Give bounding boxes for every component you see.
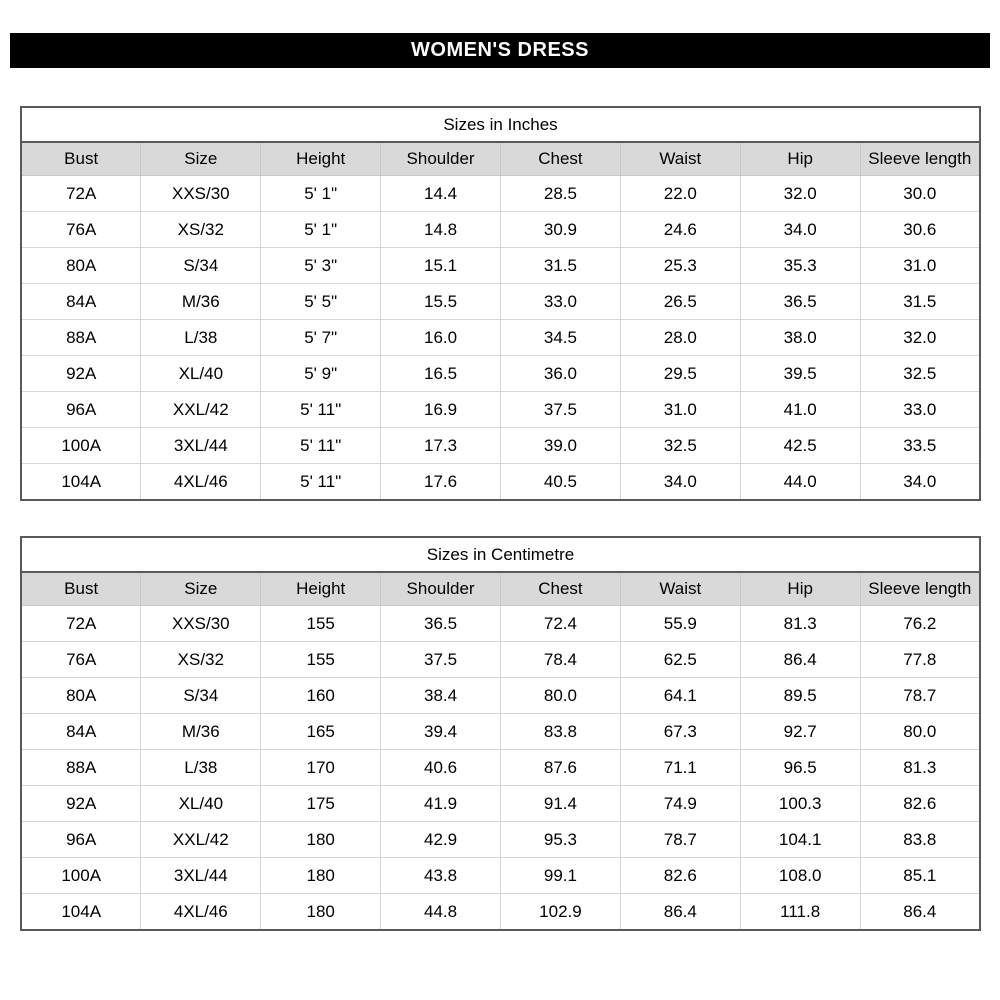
cell: 31.5 [860, 284, 980, 320]
cell: 15.5 [381, 284, 501, 320]
cell: 33.0 [501, 284, 621, 320]
cell: 64.1 [620, 678, 740, 714]
cell: 31.0 [860, 248, 980, 284]
cell: 16.0 [381, 320, 501, 356]
column-header-hip: Hip [740, 572, 860, 606]
inches-table-body [21, 176, 980, 501]
column-header-waist: Waist [620, 572, 740, 606]
cell: 37.5 [501, 392, 621, 428]
cell: 81.3 [740, 606, 860, 642]
cell: 14.4 [381, 176, 501, 212]
cell: 39.0 [501, 428, 621, 464]
cell: 5' 9" [261, 356, 381, 392]
cell: 74.9 [620, 786, 740, 822]
cell: 78.4 [501, 642, 621, 678]
cell: 180 [261, 894, 381, 931]
inches-table-title-row [21, 107, 980, 142]
cell: 30.9 [501, 212, 621, 248]
table-row [21, 464, 980, 501]
table-row [21, 606, 980, 642]
cell: 83.8 [860, 822, 980, 858]
table-row [21, 894, 980, 931]
cell: 15.1 [381, 248, 501, 284]
table-row [21, 822, 980, 858]
cell: 80.0 [860, 714, 980, 750]
cell: 25.3 [620, 248, 740, 284]
table-row [21, 320, 980, 356]
cell: 89.5 [740, 678, 860, 714]
cell: 17.3 [381, 428, 501, 464]
cell: 34.5 [501, 320, 621, 356]
cell: XXL/42 [141, 822, 261, 858]
cell: 34.0 [740, 212, 860, 248]
cell: 86.4 [860, 894, 980, 931]
column-header-chest: Chest [501, 572, 621, 606]
cell: 96A [21, 822, 141, 858]
table-row [21, 212, 980, 248]
cell: 81.3 [860, 750, 980, 786]
cell: 38.0 [740, 320, 860, 356]
centimetre-table-title-row [21, 537, 980, 572]
cell: 40.5 [501, 464, 621, 501]
cell: 34.0 [620, 464, 740, 501]
cell: 34.0 [860, 464, 980, 501]
cell: 62.5 [620, 642, 740, 678]
cell: 91.4 [501, 786, 621, 822]
centimetre-table-title: Sizes in Centimetre [21, 537, 980, 572]
cell: 5' 5" [261, 284, 381, 320]
inches-table-title: Sizes in Inches [21, 107, 980, 142]
cell: 5' 11" [261, 464, 381, 501]
cell: 5' 7" [261, 320, 381, 356]
cell: 16.9 [381, 392, 501, 428]
cell: 71.1 [620, 750, 740, 786]
cell: L/38 [141, 320, 261, 356]
cell: 84A [21, 714, 141, 750]
cell: 78.7 [620, 822, 740, 858]
cell: 33.5 [860, 428, 980, 464]
cell: 85.1 [860, 858, 980, 894]
cell: 17.6 [381, 464, 501, 501]
cell: XL/40 [141, 356, 261, 392]
cell: 155 [261, 642, 381, 678]
cell: 33.0 [860, 392, 980, 428]
table-row [21, 176, 980, 212]
cell: M/36 [141, 284, 261, 320]
cell: 24.6 [620, 212, 740, 248]
cell: 77.8 [860, 642, 980, 678]
centimetre-table-body [21, 606, 980, 931]
table-row [21, 786, 980, 822]
cell: 180 [261, 822, 381, 858]
cell: 104A [21, 894, 141, 931]
table-row [21, 428, 980, 464]
cell: 82.6 [860, 786, 980, 822]
table-row [21, 392, 980, 428]
cell: 32.5 [620, 428, 740, 464]
table-row [21, 678, 980, 714]
cell: 80A [21, 248, 141, 284]
cell: 92A [21, 786, 141, 822]
cell: 28.0 [620, 320, 740, 356]
cell: M/36 [141, 714, 261, 750]
cell: 16.5 [381, 356, 501, 392]
cell: 43.8 [381, 858, 501, 894]
cell: 39.4 [381, 714, 501, 750]
cell: 37.5 [381, 642, 501, 678]
centimetre-table-header-row [21, 572, 980, 606]
column-header-height: Height [261, 572, 381, 606]
cell: 104A [21, 464, 141, 501]
cell: 5' 1" [261, 176, 381, 212]
cell: 4XL/46 [141, 464, 261, 501]
cell: 80.0 [501, 678, 621, 714]
cell: 67.3 [620, 714, 740, 750]
cell: 78.7 [860, 678, 980, 714]
cell: 32.0 [740, 176, 860, 212]
cell: 100.3 [740, 786, 860, 822]
cell: 29.5 [620, 356, 740, 392]
cell: 95.3 [501, 822, 621, 858]
cell: 76.2 [860, 606, 980, 642]
cell: 102.9 [501, 894, 621, 931]
column-header-shoulder: Shoulder [381, 572, 501, 606]
cell: 3XL/44 [141, 858, 261, 894]
cell: 88A [21, 320, 141, 356]
cell: 55.9 [620, 606, 740, 642]
cell: 4XL/46 [141, 894, 261, 931]
cell: 42.5 [740, 428, 860, 464]
column-header-sleeve-length: Sleeve length [860, 142, 980, 176]
page-title: WOMEN'S DRESS [411, 39, 589, 61]
table-row [21, 284, 980, 320]
cell: 5' 1" [261, 212, 381, 248]
column-header-bust: Bust [21, 572, 141, 606]
cell: 165 [261, 714, 381, 750]
cell: 82.6 [620, 858, 740, 894]
column-header-chest: Chest [501, 142, 621, 176]
cell: 3XL/44 [141, 428, 261, 464]
cell: 30.6 [860, 212, 980, 248]
cell: 35.3 [740, 248, 860, 284]
table-row [21, 858, 980, 894]
cell: 39.5 [740, 356, 860, 392]
cell: 86.4 [740, 642, 860, 678]
cell: L/38 [141, 750, 261, 786]
cell: 5' 11" [261, 428, 381, 464]
cell: 38.4 [381, 678, 501, 714]
cell: 96A [21, 392, 141, 428]
column-header-hip: Hip [740, 142, 860, 176]
cell: 76A [21, 642, 141, 678]
cell: 41.0 [740, 392, 860, 428]
cell: 100A [21, 428, 141, 464]
column-header-sleeve-length: Sleeve length [860, 572, 980, 606]
cell: XXS/30 [141, 176, 261, 212]
cell: 108.0 [740, 858, 860, 894]
cell: 31.5 [501, 248, 621, 284]
cell: XS/32 [141, 212, 261, 248]
cell: 96.5 [740, 750, 860, 786]
column-header-waist: Waist [620, 142, 740, 176]
cell: 44.8 [381, 894, 501, 931]
column-header-height: Height [261, 142, 381, 176]
cell: 76A [21, 212, 141, 248]
table-row [21, 356, 980, 392]
cell: 72A [21, 176, 141, 212]
cell: 22.0 [620, 176, 740, 212]
cell: 80A [21, 678, 141, 714]
cell: 31.0 [620, 392, 740, 428]
cell: 32.0 [860, 320, 980, 356]
cell: 42.9 [381, 822, 501, 858]
cell: XS/32 [141, 642, 261, 678]
cell: 111.8 [740, 894, 860, 931]
cell: 26.5 [620, 284, 740, 320]
cell: 92A [21, 356, 141, 392]
cell: 36.0 [501, 356, 621, 392]
cell: 5' 11" [261, 392, 381, 428]
cell: 86.4 [620, 894, 740, 931]
column-header-size: Size [141, 572, 261, 606]
cell: 44.0 [740, 464, 860, 501]
cell: 40.6 [381, 750, 501, 786]
column-header-bust: Bust [21, 142, 141, 176]
cell: 180 [261, 858, 381, 894]
cell: 87.6 [501, 750, 621, 786]
centimetre-size-table [20, 536, 981, 931]
cell: 175 [261, 786, 381, 822]
cell: XL/40 [141, 786, 261, 822]
column-header-shoulder: Shoulder [381, 142, 501, 176]
table-row [21, 714, 980, 750]
cell: 88A [21, 750, 141, 786]
cell: 92.7 [740, 714, 860, 750]
cell: 160 [261, 678, 381, 714]
cell: 84A [21, 284, 141, 320]
cell: 99.1 [501, 858, 621, 894]
cell: 170 [261, 750, 381, 786]
cell: 36.5 [381, 606, 501, 642]
cell: 5' 3" [261, 248, 381, 284]
cell: 100A [21, 858, 141, 894]
cell: S/34 [141, 248, 261, 284]
inches-table-header-row [21, 142, 980, 176]
inches-size-table [20, 106, 981, 501]
cell: XXS/30 [141, 606, 261, 642]
cell: 72A [21, 606, 141, 642]
cell: 83.8 [501, 714, 621, 750]
cell: 36.5 [740, 284, 860, 320]
cell: 104.1 [740, 822, 860, 858]
cell: 14.8 [381, 212, 501, 248]
column-header-size: Size [141, 142, 261, 176]
cell: 72.4 [501, 606, 621, 642]
cell: 28.5 [501, 176, 621, 212]
cell: XXL/42 [141, 392, 261, 428]
cell: 155 [261, 606, 381, 642]
table-row [21, 750, 980, 786]
cell: S/34 [141, 678, 261, 714]
table-row [21, 248, 980, 284]
table-row [21, 642, 980, 678]
cell: 41.9 [381, 786, 501, 822]
cell: 32.5 [860, 356, 980, 392]
chart-title-banner [10, 33, 990, 68]
cell: 30.0 [860, 176, 980, 212]
